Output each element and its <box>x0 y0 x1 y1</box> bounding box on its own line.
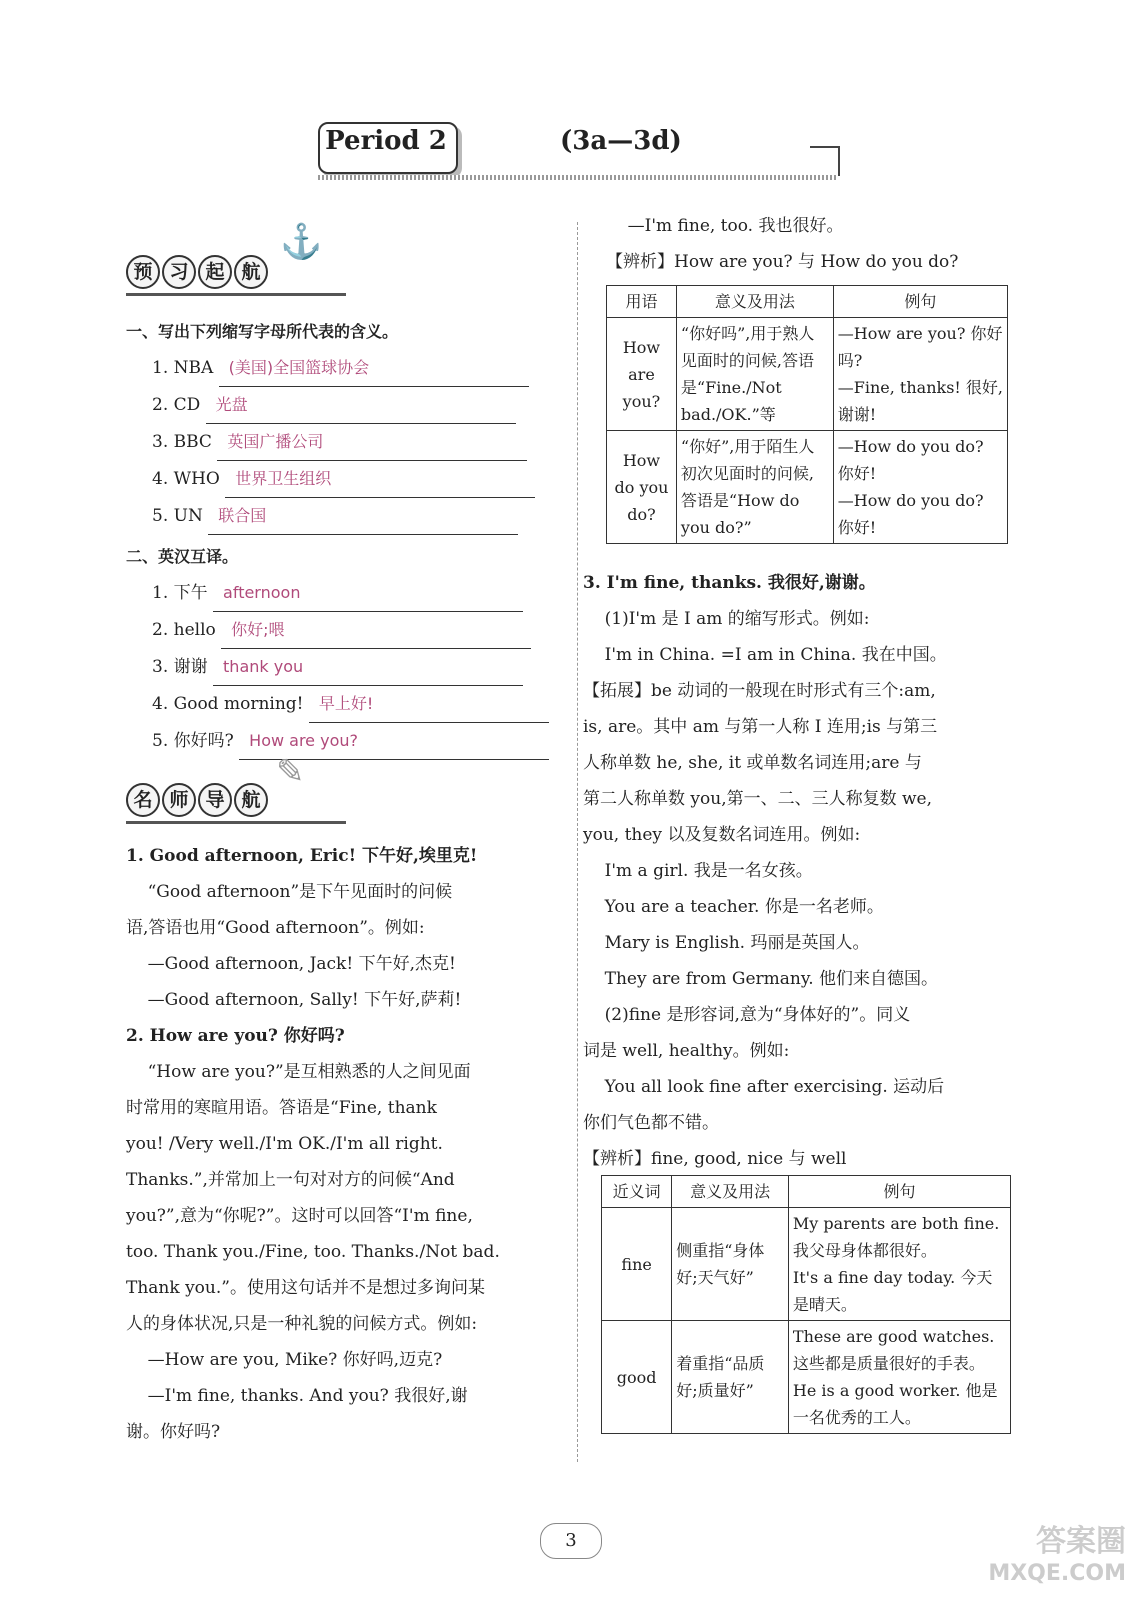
exercise-item <box>126 424 546 461</box>
item-label: 3. 谢谢 <box>152 657 214 677</box>
text-line: You are a teacher. 你是一名老师。 <box>583 897 884 917</box>
badge-underline <box>126 293 346 296</box>
item-answer: 早上好! <box>309 686 549 723</box>
badge-char: 航 <box>234 255 268 289</box>
item-answer: How are you? <box>239 723 549 760</box>
item-answer: 你好;喂 <box>221 612 531 649</box>
text-line: “Good afternoon”是下午见面时的问候 <box>126 882 453 902</box>
exercise-item <box>126 350 546 387</box>
text-line: 人的身体状况,只是一种礼貌的问候方式。例如: <box>126 1314 478 1334</box>
text-line: is, are。其中 am 与第一人称 I 连用;is 与第三 <box>583 717 938 737</box>
exercise-item <box>126 723 546 760</box>
example-line: It's a fine day today. 今天是晴天。 <box>792 1268 993 1314</box>
example-line: He is a good worker. 他是一名优秀的工人。 <box>792 1381 998 1427</box>
item-label: 4. Good morning! <box>152 694 309 714</box>
badge-char: 预 <box>126 255 160 289</box>
text-line: I'm a girl. 我是一名女孩。 <box>583 861 813 881</box>
item-answer: 联合国 <box>208 498 518 535</box>
text-line: (1)I'm 是 I am 的缩写形式。例如: <box>583 609 870 629</box>
text-line: 【拓展】be 动词的一般现在时形式有三个:am, <box>583 681 936 701</box>
guide-text-right-top <box>606 208 1016 280</box>
cell-term: fine <box>602 1208 672 1321</box>
comparison-table-1 <box>606 285 1008 544</box>
page-number: 3 <box>540 1523 602 1559</box>
text-line: you, they 以及复数名词连用。例如: <box>583 825 861 845</box>
example-line: —How are you? 你好吗? <box>837 324 1003 370</box>
badge-underline <box>126 821 346 824</box>
item-answer: 光盘 <box>206 387 516 424</box>
exercise-item <box>126 649 546 686</box>
badge-char: 习 <box>162 255 196 289</box>
text-line: 时常用的寒暄用语。答语是“Fine, thank <box>126 1098 437 1118</box>
table-row <box>602 1321 1011 1434</box>
item-label: 5. UN <box>152 506 209 526</box>
item-label: 1. 下午 <box>152 583 214 603</box>
text-line: (2)fine 是形容词,意为“身体好的”。同义 <box>583 1005 911 1025</box>
example-line: —How do you do? 你好! <box>837 437 984 483</box>
cell-usage: “你好吗”,用于熟人见面时的问候,答语是“Fine./Not bad./OK.”等 <box>676 318 833 431</box>
exercise-block <box>126 314 546 760</box>
cell-usage: “你好”,用于陌生人初次见面时的问候,答语是“How do you do?” <box>676 431 833 544</box>
text-line: you?”,意为“你呢?”。这时可以回答“I'm fine, <box>126 1206 473 1226</box>
example-line: These are good watches. 这些都是质量很好的手表。 <box>792 1327 995 1373</box>
section-badge-guide <box>126 783 356 824</box>
example-line: My parents are both fine. 我父母身体都很好。 <box>792 1214 1000 1260</box>
text-line: 3. I'm fine, thanks. 我很好,谢谢。 <box>583 573 876 593</box>
table-row <box>607 431 1008 544</box>
cell-term: How do you do? <box>607 431 677 544</box>
period-title: Period 2 <box>325 126 447 156</box>
text-line: —Good afternoon, Jack! 下午好,杰克! <box>126 954 456 974</box>
q2-title: 二、英汉互译。 <box>126 547 239 566</box>
exercise-item <box>126 575 546 612</box>
text-line: —How are you, Mike? 你好吗,迈克? <box>126 1350 443 1370</box>
watermark <box>988 1526 1126 1590</box>
table-header: 意义及用法 <box>676 286 833 318</box>
item-label: 5. 你好吗? <box>152 731 240 751</box>
text-line: 1. Good afternoon, Eric! 下午好,埃里克! <box>126 846 478 866</box>
item-label: 2. hello <box>152 620 222 640</box>
item-label: 1. NBA <box>152 358 219 378</box>
text-line: 词是 well, healthy。例如: <box>583 1041 790 1061</box>
item-answer: (美国)全国篮球协会 <box>219 350 529 387</box>
text-line: —I'm fine, thanks. And you? 我很好,谢 <box>126 1386 468 1406</box>
item-answer: 英国广播公司 <box>217 424 527 461</box>
exercise-item <box>126 498 546 535</box>
table-header: 用语 <box>607 286 677 318</box>
cell-example <box>833 318 1007 431</box>
cell-usage: 着重指“品质好;质量好” <box>672 1321 789 1434</box>
pen-icon: ✎ <box>276 752 305 792</box>
text-line: 2. How are you? 你好吗? <box>126 1026 345 1046</box>
header-corner <box>810 146 840 176</box>
anchor-icon: ⚓ <box>280 222 323 262</box>
cell-term: good <box>602 1321 672 1434</box>
guide-text-right-mid <box>583 565 1013 1177</box>
text-line: you! /Very well./I'm OK./I'm all right. <box>126 1134 443 1154</box>
text-line: Mary is English. 玛丽是英国人。 <box>583 933 870 953</box>
cell-example <box>788 1321 1010 1434</box>
cell-term: How are you? <box>607 318 677 431</box>
q1-title: 一、写出下列缩写字母所代表的含义。 <box>126 322 399 341</box>
example-line: —Fine, thanks! 很好,谢谢! <box>837 378 1004 424</box>
text-line: —Good afternoon, Sally! 下午好,萨莉! <box>126 990 462 1010</box>
item-label: 4. WHO <box>152 469 226 489</box>
text-line: They are from Germany. 他们来自德国。 <box>583 969 938 989</box>
text-line: Thanks.”,并常加上一句对对方的问候“And <box>126 1170 455 1190</box>
table-header: 例句 <box>833 286 1007 318</box>
item-answer: thank you <box>213 649 523 686</box>
exercise-item <box>126 612 546 649</box>
text-line: I'm in China. =I am in China. 我在中国。 <box>583 645 947 665</box>
column-divider <box>577 222 578 1462</box>
text-line: 你们气色都不错。 <box>583 1113 719 1133</box>
example-line: —How do you do? 你好! <box>837 491 984 537</box>
badge-char: 航 <box>234 783 268 817</box>
table-header: 意义及用法 <box>672 1176 789 1208</box>
text-line: 第二人称单数 you,第一、二、三人称复数 we, <box>583 789 933 809</box>
exercise-item <box>126 686 546 723</box>
table-row <box>602 1208 1011 1321</box>
text-line: 【辨析】fine, good, nice 与 well <box>583 1149 847 1169</box>
watermark-line1: 答案圈 <box>1036 1524 1126 1559</box>
header-rule <box>318 175 838 180</box>
text-line: too. Thank you./Fine, too. Thanks./Not bad. <box>126 1242 500 1262</box>
text-line: Thank you.”。使用这句话并不是想过多询问某 <box>126 1278 485 1298</box>
badge-char: 名 <box>126 783 160 817</box>
watermark-line2: MXQE.COM <box>988 1561 1126 1586</box>
text-line: You all look fine after exercising. 运动后 <box>583 1077 945 1097</box>
item-answer: afternoon <box>213 575 523 612</box>
guide-text-left <box>126 838 551 1450</box>
table-row <box>607 318 1008 431</box>
text-line: 【辨析】How are you? 与 How do you do? <box>606 252 959 272</box>
badge-char: 导 <box>198 783 232 817</box>
cell-example <box>788 1208 1010 1321</box>
exercise-item <box>126 461 546 498</box>
text-line: 人称单数 he, she, it 或单数名词连用;are 与 <box>583 753 922 773</box>
text-line: 谢。你好吗? <box>126 1422 221 1442</box>
table-header: 例句 <box>788 1176 1010 1208</box>
badge-char: 师 <box>162 783 196 817</box>
item-answer: 世界卫生组织 <box>225 461 535 498</box>
table-header: 近义词 <box>602 1176 672 1208</box>
item-label: 2. CD <box>152 395 206 415</box>
exercise-item <box>126 387 546 424</box>
comparison-table-2 <box>601 1175 1011 1434</box>
badge-char: 起 <box>198 255 232 289</box>
text-line: “How are you?”是互相熟悉的人之间见面 <box>126 1062 471 1082</box>
text-line: —I'm fine, too. 我也很好。 <box>606 216 844 236</box>
cell-example <box>833 431 1007 544</box>
item-label: 3. BBC <box>152 432 218 452</box>
period-range: (3a—3d) <box>560 126 682 156</box>
text-line: 语,答语也用“Good afternoon”。例如: <box>126 918 425 938</box>
cell-usage: 侧重指“身体好;天气好” <box>672 1208 789 1321</box>
